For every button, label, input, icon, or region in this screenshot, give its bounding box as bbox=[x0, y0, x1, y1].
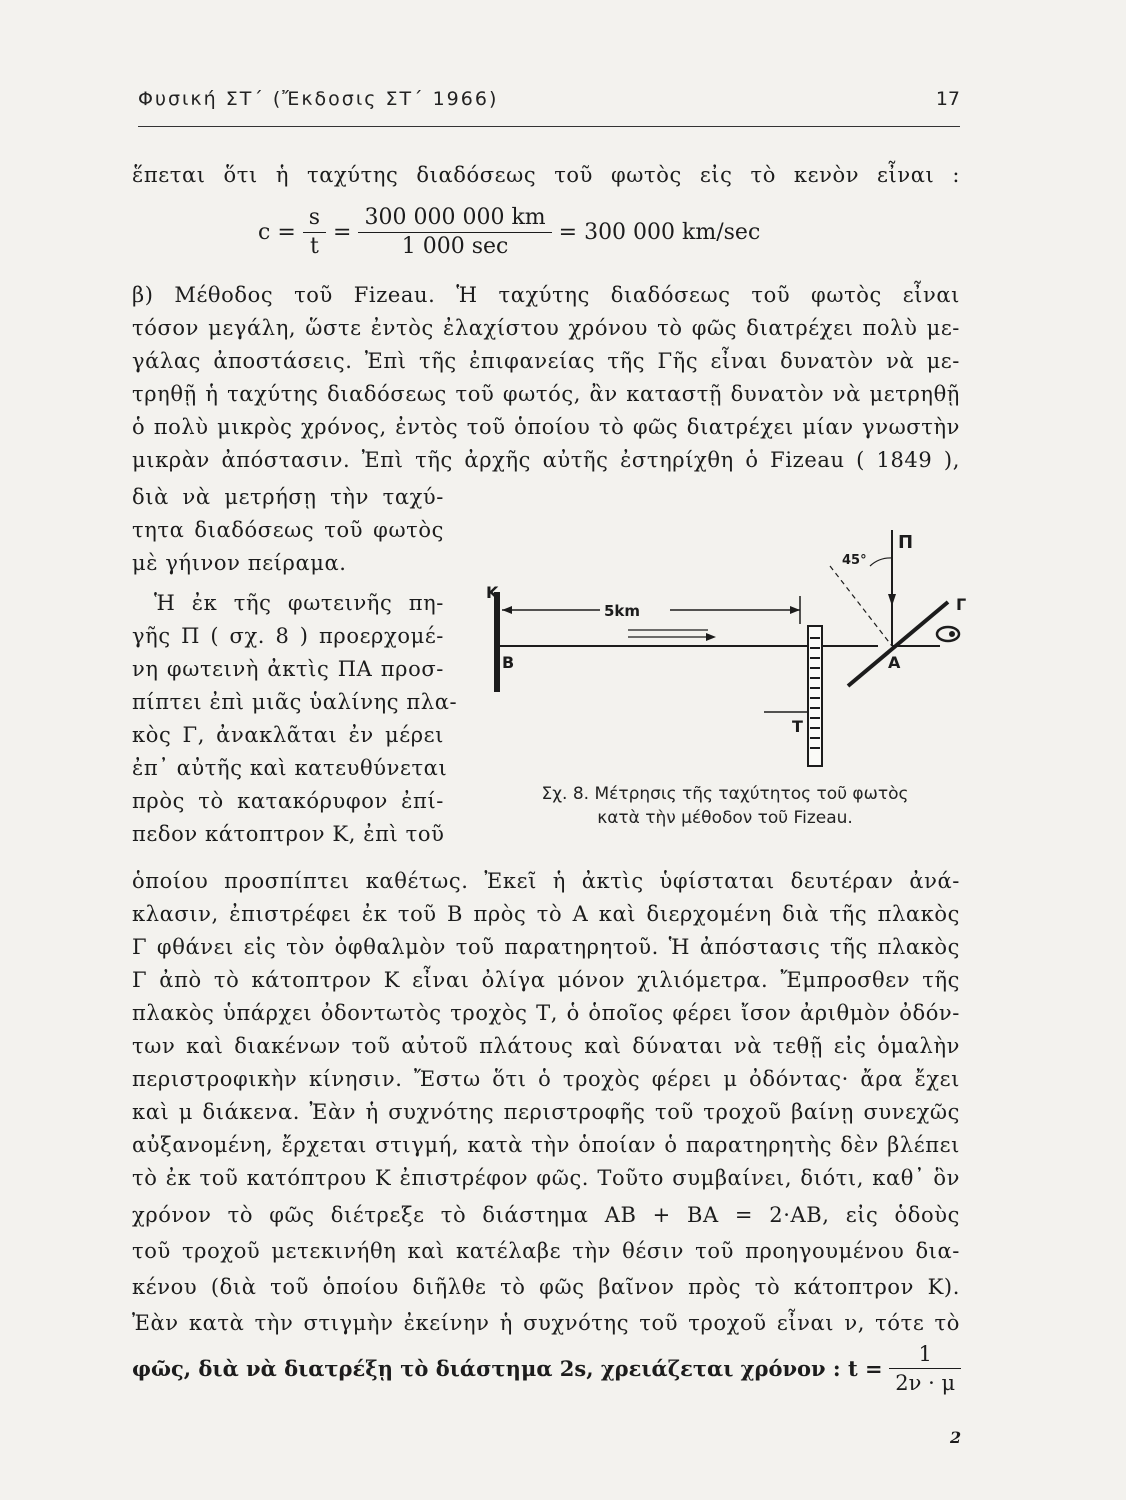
body-line: Γ ἀπὸ τὸ κάτοπτρον Κ εἶναι ὀλίγα μόνον χιλιόμετρα. Ἔμπροσθεν τῆς bbox=[132, 968, 960, 992]
header-rule bbox=[138, 126, 960, 127]
fizeau-apparatus-figure bbox=[478, 506, 990, 776]
eye-icon bbox=[937, 627, 959, 641]
fraction-distance-over-time bbox=[358, 204, 551, 261]
speed-equation bbox=[258, 204, 760, 261]
body-line: πλακὸς ὑπάρχει ὀδοντωτὸς τροχὸς Τ, ὁ ὁποῖος φέρει ἴσον ἀριθμὸν ὀδόν- bbox=[132, 1001, 960, 1025]
paragraph-line: β) Μέθοδος τοῦ Fizeau. Ἡ ταχύτης διαδόσεως τοῦ φωτὸς εἶναι bbox=[132, 283, 960, 307]
last-line-with-formula bbox=[132, 1340, 960, 1400]
label-b: B bbox=[502, 653, 515, 672]
glass-plate-gamma bbox=[848, 602, 948, 686]
label-pi: Π bbox=[898, 532, 914, 553]
label-a: A bbox=[888, 653, 901, 672]
angle-arc bbox=[870, 558, 892, 566]
narrow-line: νη φωτεινὴ ἀκτὶς ΠΑ προσ- bbox=[132, 657, 444, 681]
page-header bbox=[138, 88, 960, 122]
paragraph-line: τρηθῇ ἡ ταχύτης διαδόσεως τοῦ φωτός, ἂν καταστῇ δυνατὸν νὰ μετρηθῇ bbox=[132, 382, 960, 406]
caption-line: Σχ. 8. Μέτρησις τῆς ταχύτητος τοῦ φωτὸς bbox=[541, 784, 909, 804]
fraction-numerator: 1 bbox=[889, 1340, 961, 1369]
label-gamma: Γ bbox=[956, 595, 967, 614]
distance-arrow-right bbox=[790, 606, 800, 614]
equals-sign: = bbox=[333, 220, 352, 245]
equation-lhs: c = bbox=[258, 220, 296, 245]
narrow-line: κὸς Γ, ἀνακλᾶται ἐν μέρει bbox=[132, 723, 444, 747]
narrow-line: ἐπ᾽ αὐτῆς καὶ κατευθύνεται bbox=[132, 756, 448, 780]
incident-beam-arrow bbox=[888, 594, 896, 606]
eye-pupil bbox=[949, 631, 955, 637]
narrow-line: μὲ γήινον πείραμα. bbox=[132, 551, 347, 575]
body-line: τοῦ τροχοῦ μετεκινήθη καὶ κατέλαβε τὴν θέσιν τοῦ προηγουμένου δια- bbox=[132, 1239, 960, 1263]
paragraph-line: γάλας ἀποστάσεις. Ἐπὶ τῆς ἐπιφανείας τῆς Γῆς εἶναι δυνατὸν νὰ με- bbox=[132, 349, 960, 373]
fraction-denominator: t bbox=[309, 234, 319, 259]
equation-result: = 300 000 km/sec bbox=[558, 220, 761, 245]
page-number: 17 bbox=[935, 88, 960, 110]
body-line: τὸ ἐκ τοῦ κατόπτρου Κ ἐπιστρέφον φῶς. Τοῦτο συμβαίνει, διότι, καθ᾽ ὃν bbox=[132, 1166, 960, 1190]
mirror-k bbox=[494, 592, 500, 692]
paragraph-line: μικρὰν ἀπόστασιν. Ἐπὶ τῆς ἀρχῆς αὐτῆς ἐστηρίχθη ὁ Fizeau ( 1849 ), bbox=[132, 448, 960, 472]
body-line: χρόνον τὸ φῶς διέτρεξε τὸ διάστημα ΑΒ + ΒΑ = 2·ΑΒ, εἰς ὁδοὺς bbox=[132, 1203, 960, 1227]
paragraph-line: τόσον μεγάλη, ὥστε ἐντὸς ἐλαχίστου χρόνου τὸ φῶς διατρέχει πολὺ με- bbox=[132, 316, 960, 340]
body-line: ὁποίου προσπίπτει καθέτως. Ἐκεῖ ἡ ἀκτὶς ὑφίσταται δευτέραν ἀνά- bbox=[132, 869, 960, 893]
body-line: των καὶ διακένων τοῦ αὐτοῦ πλάτους καὶ δύναται νὰ τεθῇ εἰς ὁμαλὴν bbox=[132, 1034, 960, 1058]
narrow-line: διὰ νὰ μετρήσῃ τὴν ταχύ- bbox=[132, 485, 444, 509]
normal-dashed bbox=[830, 566, 892, 646]
body-line: κένου (διὰ τοῦ ὁποίου διῆλθε τὸ φῶς βαῖνον πρὸς τὸ κάτοπτρον Κ). bbox=[132, 1275, 960, 1299]
label-angle: 45° bbox=[842, 553, 867, 568]
body-line: περιστροφικὴν κίνησιν. Ἔστω ὅτι ὁ τροχὸς φέρει μ ὀδόντας· ἄρα ἔχει bbox=[132, 1067, 960, 1091]
body-line: καὶ μ διάκενα. Ἐὰν ἡ συχνότης περιστροφῆς τοῦ τροχοῦ βαίνῃ συνεχῶς bbox=[132, 1100, 960, 1124]
distance-label: 5km bbox=[604, 602, 641, 620]
narrow-line: πρὸς τὸ κατακόρυφον ἐπί- bbox=[132, 789, 444, 813]
narrow-line: γῆς Π ( σχ. 8 ) προερχομέ- bbox=[132, 624, 444, 648]
body-line: κλασιν, ἐπιστρέφει ἐκ τοῦ Β πρὸς τὸ Α καὶ διερχομένη διὰ τῆς πλακὸς bbox=[132, 902, 960, 926]
fraction-time bbox=[889, 1340, 961, 1397]
narrow-line: πεδον κάτοπτρον Κ, ἐπὶ τοῦ bbox=[132, 822, 445, 846]
fraction-denominator: 2ν · μ bbox=[895, 1371, 956, 1395]
distance-arrow-left bbox=[502, 606, 512, 614]
body-line: Γ φθάνει εἰς τὸν ὀφθαλμὸν τοῦ παρατηρητοῦ. Ἡ ἀπόστασις τῆς πλακὸς bbox=[132, 935, 960, 959]
fraction-numerator: 300 000 000 km bbox=[358, 204, 551, 233]
paragraph-line: ὁ πολὺ μικρὸς χρόνος, ἐντὸς τοῦ ὁποίου τὸ φῶς διατρέχει μίαν γνωστὴν bbox=[132, 415, 960, 439]
last-line-text: φῶς, διὰ νὰ διατρέξῃ τὸ διάστημα 2s, χρειάζεται χρόνον : t = bbox=[132, 1356, 883, 1381]
label-t: T bbox=[792, 717, 803, 736]
fraction-s-over-t bbox=[303, 204, 326, 261]
body-line: αὐξανομένη, ἔρχεται στιγμή, κατὰ τὴν ὁποίαν ὁ παρατηρητὴς δὲν βλέπει bbox=[132, 1133, 960, 1157]
label-k: K bbox=[486, 583, 499, 602]
fraction-numerator: s bbox=[303, 204, 326, 233]
caption-line: κατὰ τὴν μέθοδον τοῦ Fizeau. bbox=[597, 808, 853, 828]
intro-line: ἕπεται ὅτι ἡ ταχύτης διαδόσεως τοῦ φωτὸς εἰς τὸ κενὸν εἶναι : bbox=[132, 163, 960, 187]
fraction-denominator: 1 000 sec bbox=[401, 234, 509, 259]
body-line: Ἐὰν κατὰ τὴν στιγμὴν ἐκείνην ἡ συχνότης τοῦ τροχοῦ εἶναι ν, τότε τὸ bbox=[132, 1311, 960, 1335]
narrow-line: τητα διαδόσεως τοῦ φωτὸς bbox=[132, 518, 444, 542]
signature-mark: 2 bbox=[950, 1428, 962, 1447]
direction-arrowhead bbox=[706, 633, 716, 641]
running-title: Φυσική ΣΤ΄ (Ἔκδοσις ΣΤ΄ 1966) bbox=[138, 88, 499, 110]
narrow-line: Ἡ ἐκ τῆς φωτεινῆς πη- bbox=[154, 591, 444, 615]
narrow-line: πίπτει ἐπὶ μιᾶς ὑαλίνης πλα- bbox=[132, 690, 458, 714]
figure-caption bbox=[490, 782, 960, 830]
